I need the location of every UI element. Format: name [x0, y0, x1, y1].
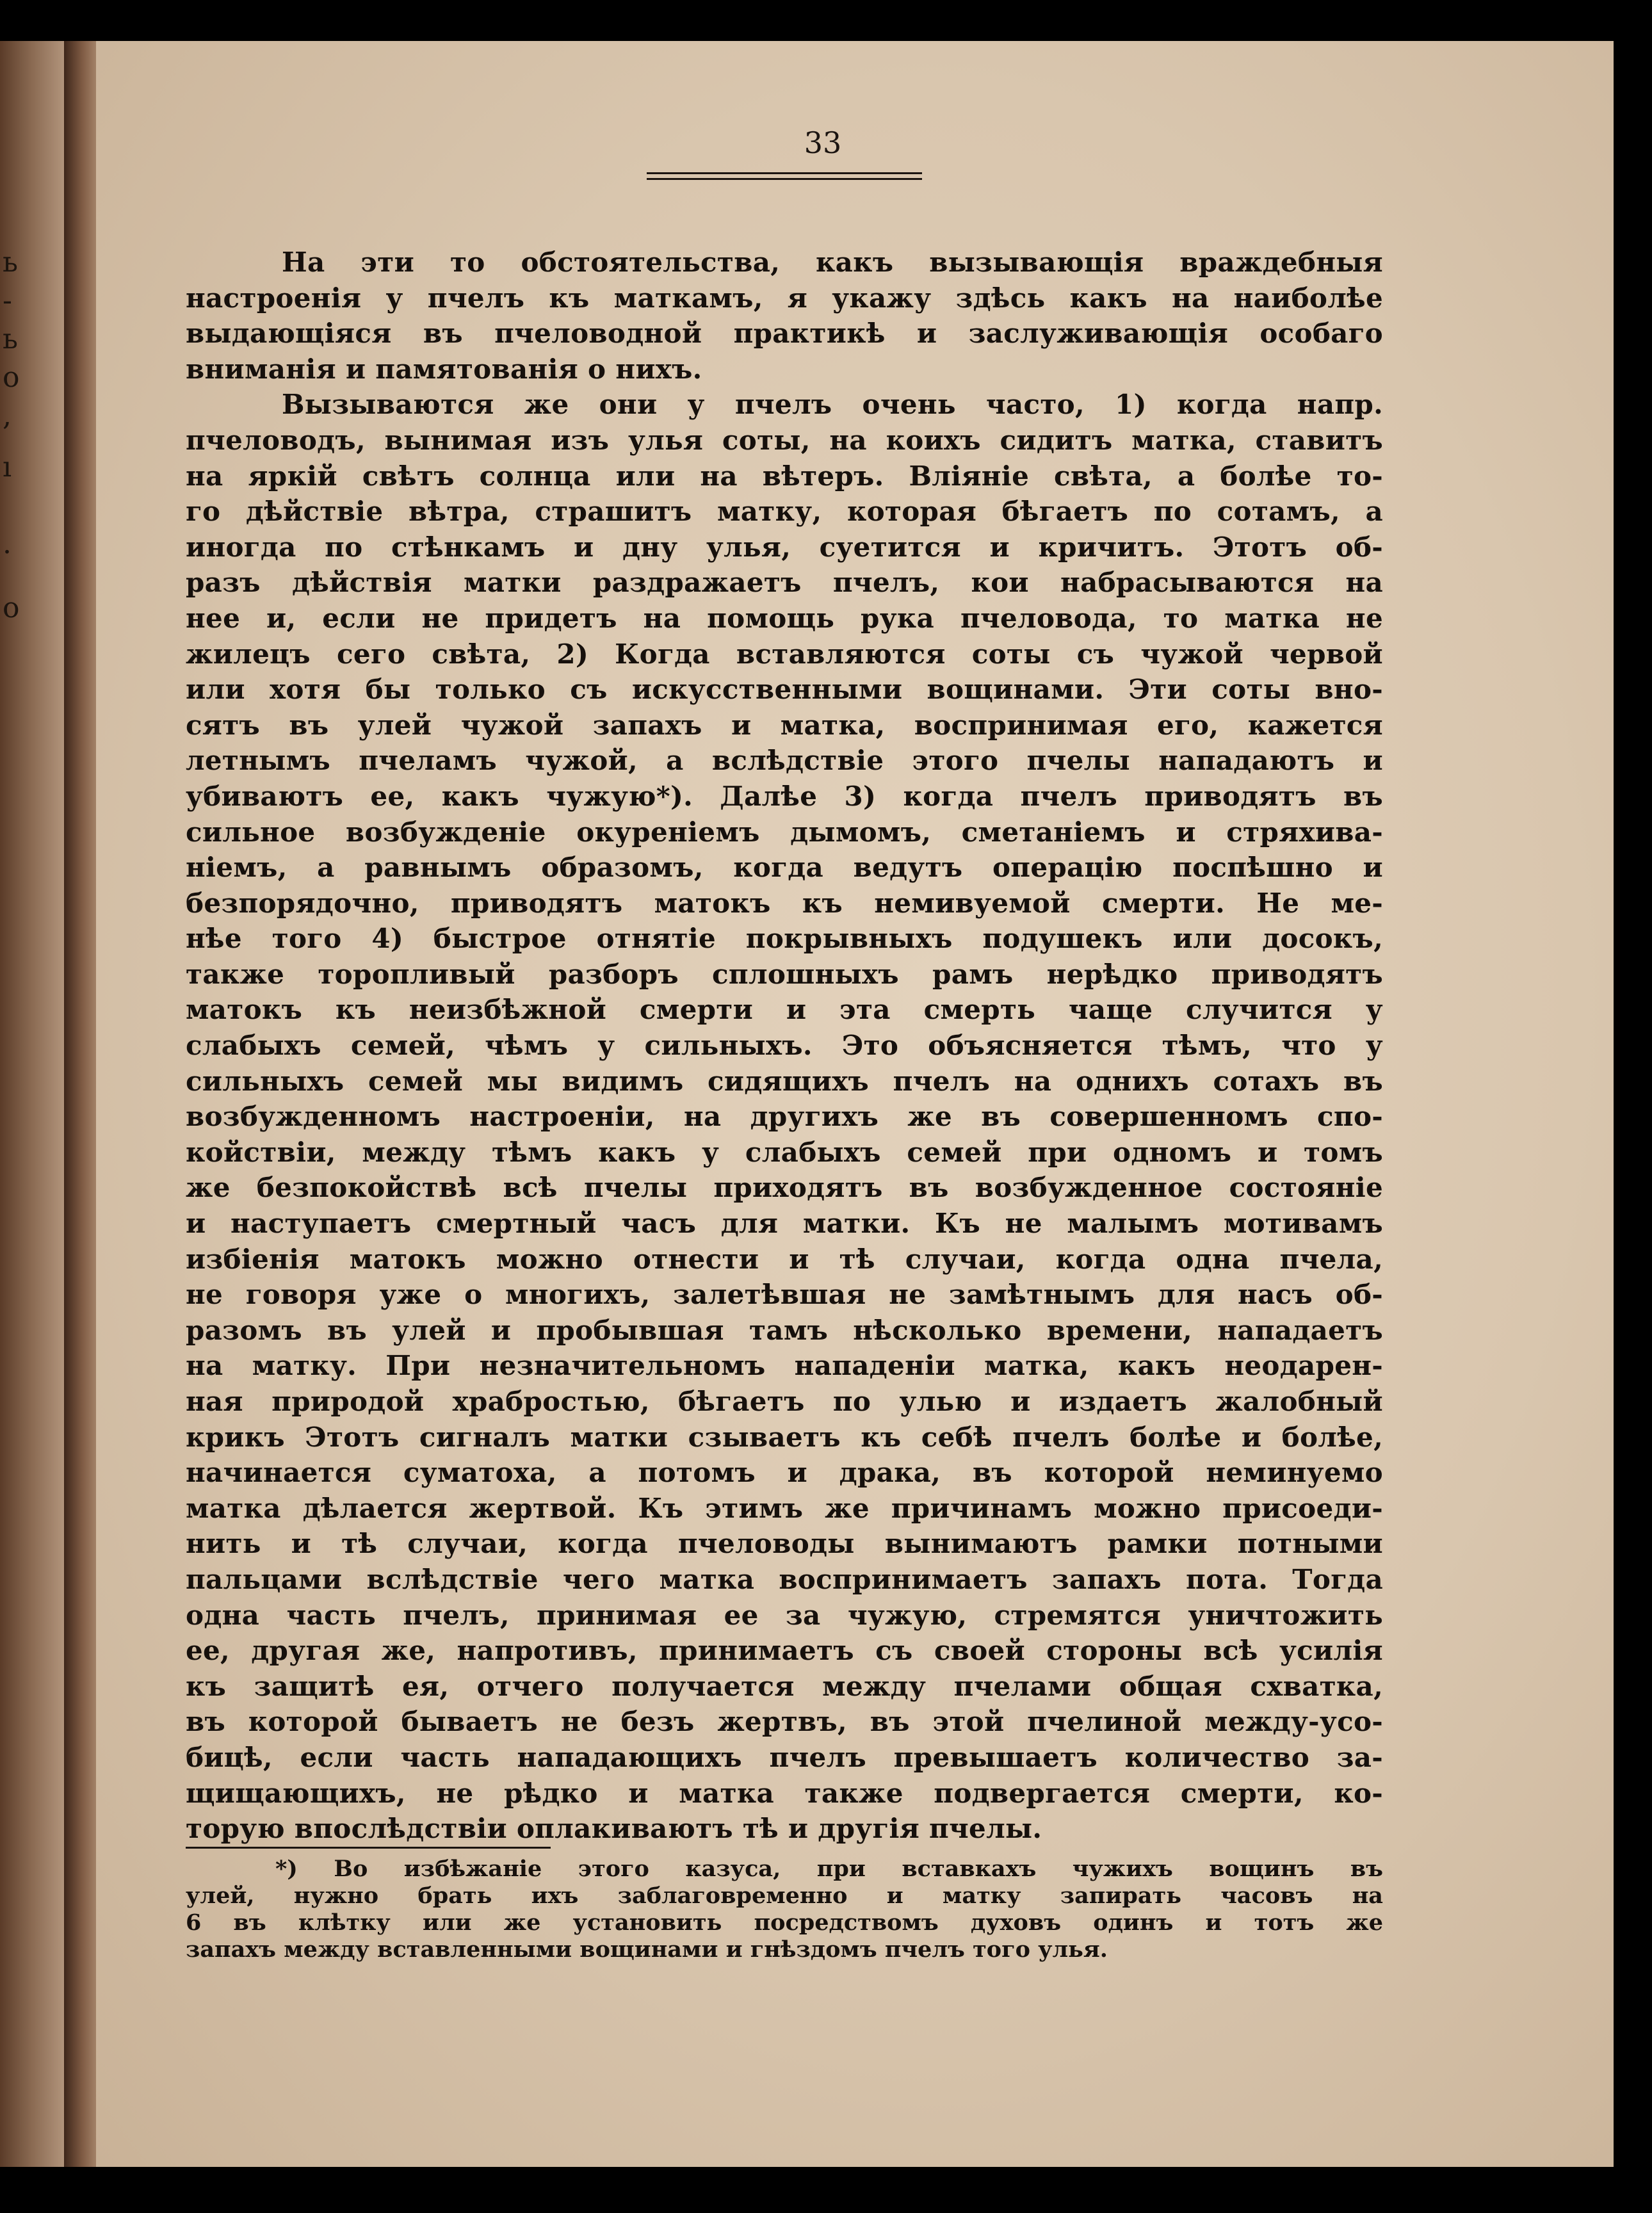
previous-page-fragment: о [3, 361, 20, 394]
text-line: одна часть пчелъ, принимая ее за чужую, стремятся уничтожить [186, 1599, 1383, 1631]
text-line: не говоря уже о многихъ, залетѣвшая не замѣтнымъ для насъ об- [186, 1279, 1383, 1311]
text-line: пчеловодъ, вынимая изъ улья соты, на коихъ сидитъ матка, ставитъ [186, 424, 1383, 456]
text-line: бицѣ, если часть нападающихъ пчелъ превышаетъ количество за- [186, 1741, 1383, 1773]
footnote-line: 6 въ клѣтку или же установить посредствомъ духовъ одинъ и тотъ же [186, 1909, 1383, 1936]
text-line: летнымъ пчеламъ чужой, а вслѣдствіе этого пчелы нападаютъ и [186, 745, 1383, 777]
text-line: ее, другая же, напротивъ, принимаетъ съ своей стороны всѣ усилія [186, 1635, 1383, 1667]
footnote-line: *) Во избѣжаніе этого казуса, при вставкахъ чужихъ вощинъ въ [275, 1856, 1383, 1882]
footnote-separator [186, 1847, 551, 1849]
text-line: къ защитѣ ея, отчего получается между пчелами общая схватка, [186, 1670, 1383, 1702]
footnote-line: запахъ между вставленными вощинами и гнѣздомъ пчелъ того улья. [186, 1936, 1108, 1963]
text-line: ная природой храбростью, бѣгаетъ по улью и издаетъ жалобный [186, 1386, 1383, 1417]
text-line: крикъ Этотъ сигналъ матки сзываетъ къ себѣ пчелъ болѣе и болѣе, [186, 1421, 1383, 1453]
text-line: настроенія у пчелъ къ маткамъ, я укажу здѣсь какъ на наиболѣе [186, 282, 1383, 314]
text-line: на яркій свѣтъ солнца или на вѣтеръ. Вліяніе свѣта, а болѣе то- [186, 460, 1383, 492]
text-line: также торопливый разборъ сплошныхъ рамъ нерѣдко приводятъ [186, 958, 1383, 990]
previous-page-fragment: ı [3, 451, 12, 483]
text-line: нее и, если не придетъ на помощь рука пчеловода, то матка не [186, 602, 1383, 634]
text-line: сильныхъ семей мы видимъ сидящихъ пчелъ на однихъ сотахъ въ [186, 1065, 1383, 1097]
text-line: нѣе того 4) быстрое отнятіе покрывныхъ подушекъ или досокъ, [186, 923, 1383, 955]
text-line: матка дѣлается жертвой. Къ этимъ же причинамъ можно присоеди- [186, 1492, 1383, 1524]
text-line: и наступаетъ смертный часъ для матки. Къ не малымъ мотивамъ [186, 1208, 1383, 1240]
text-line: на матку. При незначительномъ нападеніи матка, какъ неодарен- [186, 1350, 1383, 1382]
text-line: койствіи, между тѣмъ какъ у слабыхъ семей при одномъ и томъ [186, 1136, 1383, 1168]
text-line: начинается суматоха, а потомъ и драка, въ которой неминуемо [186, 1457, 1383, 1489]
text-line: выдающіяся въ пчеловодной практикѣ и заслуживающія особаго [186, 318, 1383, 350]
text-line: ніемъ, а равнымъ образомъ, когда ведутъ операцію поспѣшно и [186, 852, 1383, 884]
previous-page-fragment: , [3, 400, 12, 432]
text-line: сильное возбужденіе окуреніемъ дымомъ, сметаніемъ и стряхива- [186, 816, 1383, 848]
text-line: пальцами вслѣдствіе чего матка воспринимаетъ запахъ пота. Тогда [186, 1563, 1383, 1595]
text-line: Вызываются же они у пчелъ очень часто, 1) когда напр. [282, 389, 1383, 421]
page-number: 33 [804, 126, 842, 160]
text-line: убиваютъ ее, какъ чужую*). Далѣе 3) когда пчелъ приводятъ въ [186, 780, 1383, 812]
page-33 [96, 41, 1614, 2167]
text-line: матокъ къ неизбѣжной смерти и эта смерть чаще случится у [186, 994, 1383, 1026]
previous-page-edge [0, 41, 70, 2167]
text-line: безпорядочно, приводятъ матокъ къ немивуемой смерти. Не ме- [186, 887, 1383, 919]
text-line: вниманія и памятованія о нихъ. [186, 353, 702, 385]
footnote-line: улей, нужно брать ихъ заблаговременно и матку запирать часовъ на [186, 1883, 1383, 1909]
text-line: щищающихъ, не рѣдко и матка также подвергается смерти, ко- [186, 1777, 1383, 1809]
text-line: или хотя бы только съ искусственными вощинами. Эти соты вно- [186, 674, 1383, 706]
text-line: въ которой бываетъ не безъ жертвъ, въ этой пчелиной между-усо- [186, 1706, 1383, 1738]
text-line: жилецъ сего свѣта, 2) Когда вставляются соты съ чужой червой [186, 638, 1383, 670]
footnote [186, 1856, 1383, 1963]
text-line: избіенія матокъ можно отнести и тѣ случаи, когда одна пчела, [186, 1243, 1383, 1275]
text-line: торую впослѣдствіи оплакиваютъ тѣ и другія пчелы. [186, 1813, 1042, 1845]
previous-page-fragment: . [3, 528, 12, 560]
text-line: го дѣйствіе вѣтра, страшитъ матку, которая бѣгаетъ по сотамъ, а [186, 496, 1383, 528]
body-text [186, 245, 1383, 1847]
text-line: сятъ въ улей чужой запахъ и матка, воспринимая его, кажется [186, 709, 1383, 741]
page-number-double-rule [647, 172, 922, 180]
text-line: слабыхъ семей, чѣмъ у сильныхъ. Это объясняется тѣмъ, что у [186, 1030, 1383, 1062]
text-line: разомъ въ улей и пробывшая тамъ нѣсколько времени, нападаетъ [186, 1314, 1383, 1346]
text-line: На эти то обстоятельства, какъ вызывающія враждебныя [282, 247, 1383, 278]
previous-page-fragment: о [3, 592, 20, 624]
text-line: возбужденномъ настроеніи, на другихъ же въ совершенномъ спо- [186, 1101, 1383, 1133]
text-line: же безпокойствѣ всѣ пчелы приходятъ въ возбужденное состояніе [186, 1172, 1383, 1204]
text-line: разъ дѣйствія матки раздражаетъ пчелъ, кои набрасываются на [186, 567, 1383, 599]
text-line: иногда по стѣнкамъ и дну улья, суетится и кричитъ. Этотъ об- [186, 531, 1383, 563]
previous-page-fragment: ь [3, 246, 18, 279]
previous-page-fragment: ь [3, 323, 18, 355]
text-line: нить и тѣ случаи, когда пчеловоды вынимаютъ рамки потными [186, 1528, 1383, 1560]
previous-page-fragment: - [3, 284, 12, 317]
